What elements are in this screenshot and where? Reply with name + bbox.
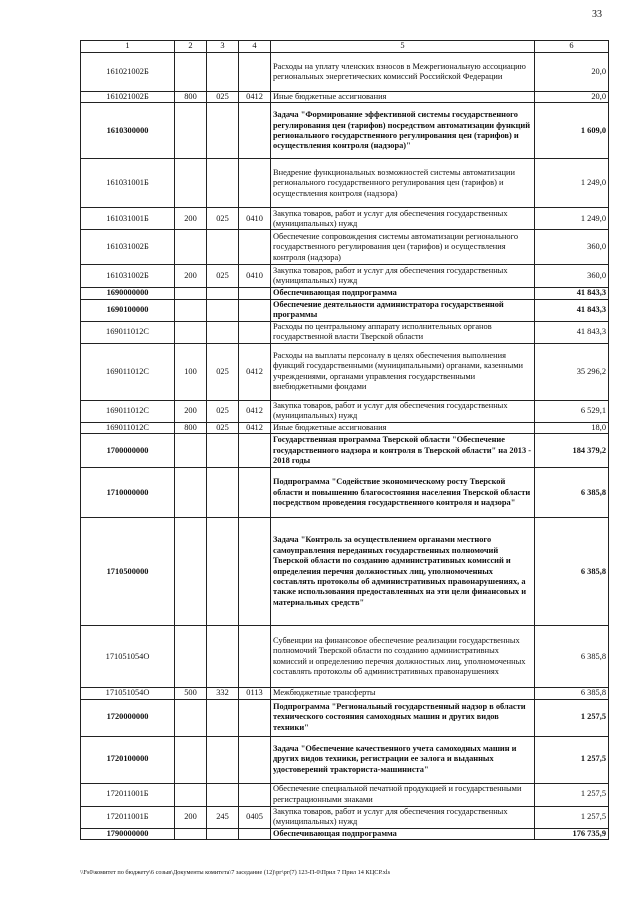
table-row	[81, 103, 609, 159]
table-row	[81, 208, 609, 230]
cell-c1: 1720100000	[81, 736, 175, 783]
cell-c2	[175, 699, 207, 736]
cell-c4	[239, 518, 271, 626]
cell-c2	[175, 468, 207, 518]
cell-c3: 332	[207, 688, 239, 699]
cell-c6: 184 379,2	[535, 434, 609, 468]
cell-c2: 800	[175, 92, 207, 103]
cell-c3: 025	[207, 422, 239, 433]
cell-c3	[207, 288, 239, 299]
table-row	[81, 422, 609, 433]
cell-c2: 800	[175, 422, 207, 433]
table-row	[81, 321, 609, 343]
cell-c3	[207, 230, 239, 265]
cell-c4	[239, 434, 271, 468]
table-row	[81, 736, 609, 783]
cell-c3	[207, 159, 239, 208]
cell-c5: Иные бюджетные ассигнования	[271, 92, 535, 103]
cell-c5: Расходы на уплату членских взносов в Межрегиональную ассоциацию региональных энергетических комиссий Российской Федерации	[271, 53, 535, 92]
cell-c3	[207, 828, 239, 839]
cell-c5: Обеспечение специальной печатной продукцией и государственными регистрационными знаками	[271, 783, 535, 806]
cell-c6: 1 249,0	[535, 208, 609, 230]
cell-c3	[207, 468, 239, 518]
cell-c2: 200	[175, 208, 207, 230]
cell-c5: Обеспечивающая подпрограмма	[271, 288, 535, 299]
cell-c5: Задача "Контроль за осуществлением органами местного самоуправления переданных государственных полномочий Тверской области по созданию административных комиссий и определения перечня должностных лиц, уполномоченных составлять протоколы об административных правонарушениях, а также использования предоставленных на эти цели финансовых и материальных средств"	[271, 518, 535, 626]
cell-c2	[175, 288, 207, 299]
cell-c4: 0412	[239, 343, 271, 400]
cell-c2	[175, 783, 207, 806]
cell-c3	[207, 103, 239, 159]
cell-c6: 1 609,0	[535, 103, 609, 159]
cell-c5: Внедрение функциональных возможностей системы автоматизации регионального государственного регулирования цен (тарифов) и осуществления контроля (надзора)	[271, 159, 535, 208]
table-row	[81, 518, 609, 626]
cell-c5: Подпрограмма "Содействие экономическому росту Тверской области и повышению благосостояния населения Тверской области посредством проведения государственного контроля и надзора"	[271, 468, 535, 518]
cell-c3: 025	[207, 400, 239, 422]
cell-c2	[175, 518, 207, 626]
cell-c6: 18,0	[535, 422, 609, 433]
cell-c3	[207, 783, 239, 806]
cell-c2	[175, 321, 207, 343]
cell-c5: Иные бюджетные ассигнования	[271, 422, 535, 433]
table-row	[81, 626, 609, 688]
cell-c5: Обеспечение деятельности администратора государственной программы	[271, 299, 535, 321]
cell-c1: 172011001Б	[81, 783, 175, 806]
cell-c3	[207, 626, 239, 688]
cell-c2	[175, 159, 207, 208]
table-row	[81, 468, 609, 518]
cell-c4	[239, 736, 271, 783]
header-cell: 5	[271, 41, 535, 53]
cell-c6: 360,0	[535, 230, 609, 265]
cell-c4: 0412	[239, 400, 271, 422]
cell-c3	[207, 321, 239, 343]
cell-c6: 360,0	[535, 265, 609, 288]
cell-c1: 169011012С	[81, 400, 175, 422]
cell-c1: 161031001Б	[81, 159, 175, 208]
table-row	[81, 434, 609, 468]
cell-c3	[207, 434, 239, 468]
table-row	[81, 159, 609, 208]
cell-c6: 20,0	[535, 53, 609, 92]
cell-c1: 1720000000	[81, 699, 175, 736]
cell-c4	[239, 299, 271, 321]
cell-c3: 025	[207, 343, 239, 400]
page-number: 33	[592, 9, 602, 20]
cell-c4	[239, 230, 271, 265]
cell-c1: 1790000000	[81, 828, 175, 839]
cell-c2	[175, 299, 207, 321]
header-cell: 6	[535, 41, 609, 53]
cell-c4	[239, 103, 271, 159]
cell-c2: 500	[175, 688, 207, 699]
table-row	[81, 265, 609, 288]
cell-c2: 200	[175, 400, 207, 422]
cell-c2: 200	[175, 806, 207, 828]
cell-c4	[239, 828, 271, 839]
cell-c1: 161021002Б	[81, 53, 175, 92]
header-cell: 3	[207, 41, 239, 53]
cell-c6: 6 385,8	[535, 518, 609, 626]
cell-c6: 6 385,8	[535, 688, 609, 699]
cell-c4: 0113	[239, 688, 271, 699]
cell-c1: 161031001Б	[81, 208, 175, 230]
cell-c6: 1 257,5	[535, 806, 609, 828]
cell-c4	[239, 699, 271, 736]
cell-c5: Закупка товаров, работ и услуг для обеспечения государственных (муниципальных) нужд	[271, 806, 535, 828]
cell-c5: Расходы на выплаты персоналу в целях обеспечения выполнения функций государственными (муниципальными) органами, казенными учреждениями, органами управления государственными внебюджетными фондами	[271, 343, 535, 400]
cell-c5: Задача "Формирование эффективной системы государственного регулирования цен (тарифов) посредством автоматизации функций регионального государственного регулирования цен (тарифов) и осуществления контроля (надзора)"	[271, 103, 535, 159]
cell-c3	[207, 53, 239, 92]
cell-c6: 41 843,3	[535, 321, 609, 343]
cell-c1: 161031002Б	[81, 230, 175, 265]
header-cell: 4	[239, 41, 271, 53]
cell-c3	[207, 699, 239, 736]
table-row	[81, 230, 609, 265]
cell-c1: 169011012С	[81, 422, 175, 433]
table-row	[81, 299, 609, 321]
cell-c4	[239, 783, 271, 806]
table-row	[81, 343, 609, 400]
cell-c1: 1710000000	[81, 468, 175, 518]
cell-c5: Закупка товаров, работ и услуг для обеспечения государственных (муниципальных) нужд	[271, 400, 535, 422]
table-row	[81, 828, 609, 839]
cell-c6: 41 843,3	[535, 299, 609, 321]
cell-c5: Расходы по центральному аппарату исполнительных органов государственной власти Тверской области	[271, 321, 535, 343]
cell-c1: 1690100000	[81, 299, 175, 321]
cell-c3: 245	[207, 806, 239, 828]
cell-c6: 176 735,9	[535, 828, 609, 839]
cell-c4	[239, 468, 271, 518]
cell-c2	[175, 230, 207, 265]
table-row	[81, 53, 609, 92]
cell-c6: 20,0	[535, 92, 609, 103]
cell-c4: 0412	[239, 92, 271, 103]
cell-c6: 1 249,0	[535, 159, 609, 208]
cell-c2	[175, 828, 207, 839]
table-header-row	[81, 41, 609, 53]
cell-c1: 171051054О	[81, 626, 175, 688]
cell-c2	[175, 53, 207, 92]
cell-c4	[239, 159, 271, 208]
cell-c2	[175, 736, 207, 783]
cell-c6: 1 257,5	[535, 699, 609, 736]
cell-c4	[239, 626, 271, 688]
cell-c1: 161021002Б	[81, 92, 175, 103]
cell-c2: 100	[175, 343, 207, 400]
cell-c1: 1710500000	[81, 518, 175, 626]
cell-c1: 169011012С	[81, 321, 175, 343]
table-row	[81, 783, 609, 806]
cell-c4	[239, 53, 271, 92]
cell-c1: 161031002Б	[81, 265, 175, 288]
cell-c6: 6 529,1	[535, 400, 609, 422]
cell-c1: 1690000000	[81, 288, 175, 299]
cell-c2	[175, 103, 207, 159]
file-path-footer: \\Fs0\комитет по бюджету\6 созыв\Документы комитета\7 заседание (12)\рг\рг(7) 123-П-0\Прил 7 Прил 14 КЦСР.xls	[80, 869, 391, 876]
cell-c1: 1610300000	[81, 103, 175, 159]
cell-c2: 200	[175, 265, 207, 288]
cell-c6: 35 296,2	[535, 343, 609, 400]
cell-c4	[239, 321, 271, 343]
cell-c4: 0412	[239, 422, 271, 433]
cell-c4: 0410	[239, 208, 271, 230]
table-row	[81, 92, 609, 103]
budget-table	[80, 40, 609, 840]
cell-c5: Закупка товаров, работ и услуг для обеспечения государственных (муниципальных) нужд	[271, 208, 535, 230]
cell-c6: 1 257,5	[535, 783, 609, 806]
cell-c2	[175, 434, 207, 468]
header-cell: 1	[81, 41, 175, 53]
cell-c3: 025	[207, 208, 239, 230]
cell-c5: Обеспечение сопровождения системы автоматизации регионального государственного регулирования цен (тарифов) и осуществления контроля (надзора)	[271, 230, 535, 265]
cell-c5: Межбюджетные трансферты	[271, 688, 535, 699]
cell-c6: 1 257,5	[535, 736, 609, 783]
cell-c6: 6 385,8	[535, 626, 609, 688]
cell-c3	[207, 736, 239, 783]
cell-c5: Подпрограмма "Региональный государственный надзор в области технического состояния самоходных машин и других видов техники"	[271, 699, 535, 736]
cell-c3: 025	[207, 92, 239, 103]
cell-c1: 1700000000	[81, 434, 175, 468]
cell-c1: 169011012С	[81, 343, 175, 400]
table-row	[81, 806, 609, 828]
table-row	[81, 400, 609, 422]
cell-c5: Задача "Обеспечение качественного учета самоходных машин и других видов техники, регистрации ее залога и выданных удостоверений тракториста-машиниста"	[271, 736, 535, 783]
cell-c4: 0410	[239, 265, 271, 288]
table-row	[81, 688, 609, 699]
cell-c5: Государственная программа Тверской области "Обеспечение государственного надзора и контроля в Тверской области" на 2013 - 2018 годы	[271, 434, 535, 468]
cell-c5: Закупка товаров, работ и услуг для обеспечения государственных (муниципальных) нужд	[271, 265, 535, 288]
cell-c6: 6 385,8	[535, 468, 609, 518]
cell-c6: 41 843,3	[535, 288, 609, 299]
cell-c5: Обеспечивающая подпрограмма	[271, 828, 535, 839]
cell-c3: 025	[207, 265, 239, 288]
table-row	[81, 288, 609, 299]
cell-c1: 171051054О	[81, 688, 175, 699]
cell-c3	[207, 518, 239, 626]
cell-c4: 0405	[239, 806, 271, 828]
cell-c1: 172011001Б	[81, 806, 175, 828]
cell-c5: Субвенции на финансовое обеспечение реализации государственных полномочий Тверской области по созданию административных комиссий и определению перечня должностных лиц, уполномоченных составлять протоколы об административных правонарушениях	[271, 626, 535, 688]
header-cell: 2	[175, 41, 207, 53]
cell-c4	[239, 288, 271, 299]
table-row	[81, 699, 609, 736]
cell-c2	[175, 626, 207, 688]
cell-c3	[207, 299, 239, 321]
